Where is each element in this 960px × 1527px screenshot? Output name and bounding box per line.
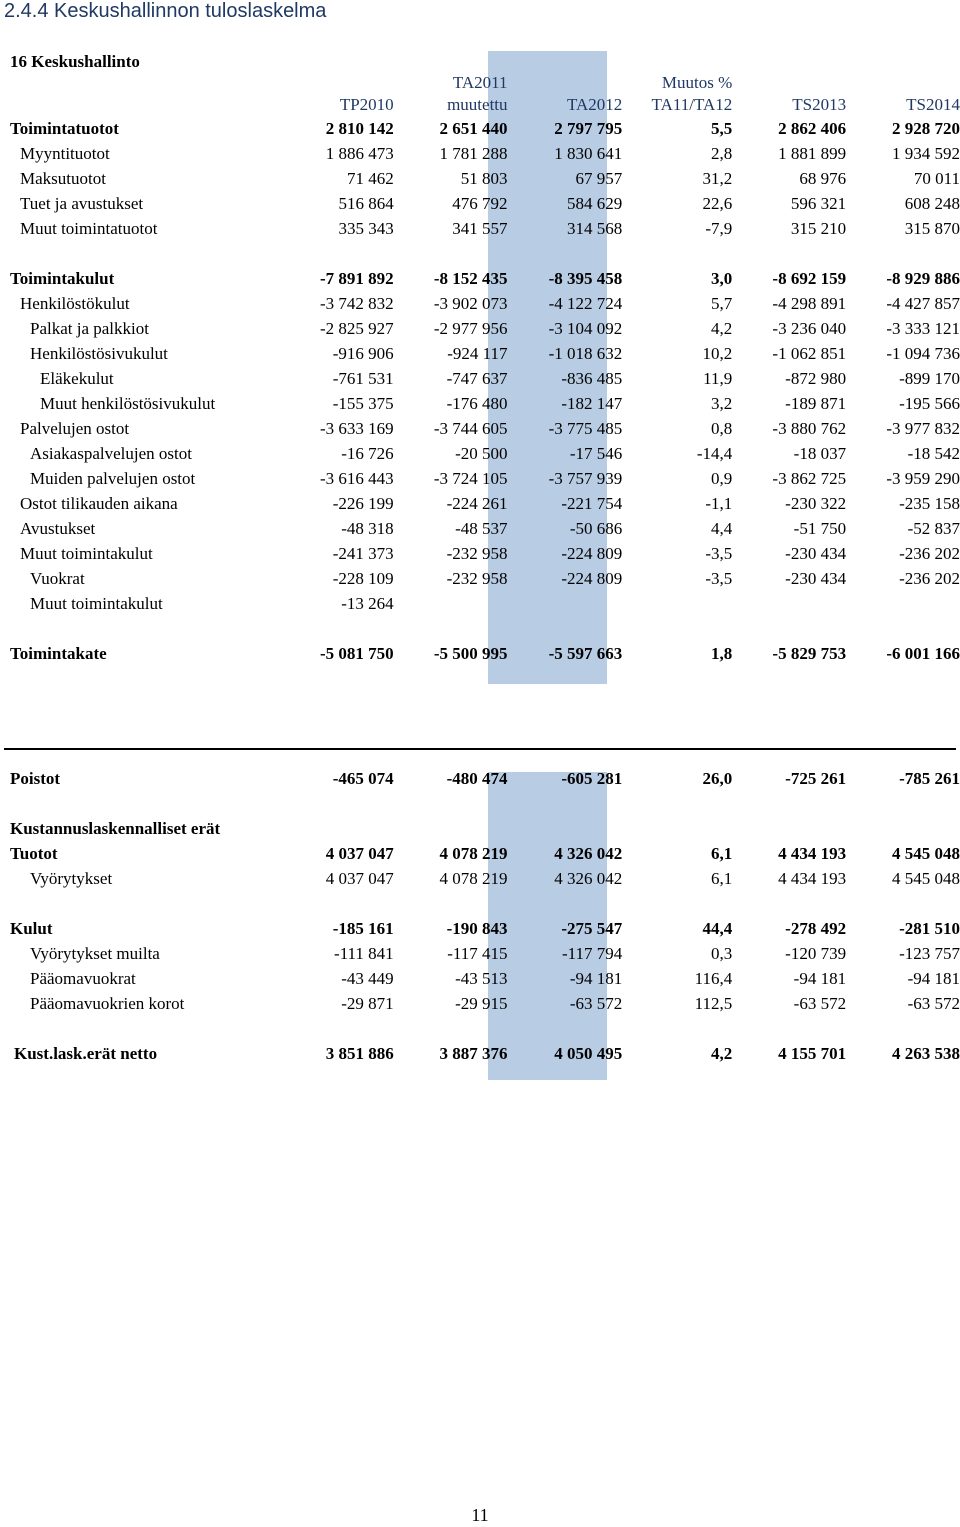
row-value: -228 109 (332, 569, 394, 588)
table-row (0, 416, 960, 441)
row-value: -836 485 (561, 369, 623, 388)
row-label: Henkilöstösivukulut (30, 344, 168, 363)
row-value: -916 906 (332, 344, 394, 363)
row-value: -3 724 105 (433, 469, 508, 488)
row-value: -5 597 663 (548, 644, 623, 663)
row-value: 2 797 795 (554, 119, 623, 138)
row-value (732, 591, 846, 616)
row-value: 4 078 219 (439, 844, 508, 863)
row-value: 1 830 641 (554, 144, 623, 163)
row-label: Vyörytykset (30, 869, 113, 888)
row-value: -236 202 (899, 544, 960, 563)
row-value: -94 181 (907, 969, 960, 988)
row-value: -924 117 (447, 344, 508, 363)
row-value: -3 959 290 (886, 469, 960, 488)
row-value: -3 633 169 (320, 419, 394, 438)
row-value: -5 829 753 (772, 644, 847, 663)
row-value: 341 557 (452, 219, 508, 238)
row-value: -899 170 (899, 369, 960, 388)
row-value: 315 210 (790, 219, 847, 238)
row-value: 4 326 042 (554, 869, 623, 888)
row-value: -236 202 (899, 569, 960, 588)
row-value: -8 395 458 (548, 269, 623, 288)
row-value: -4 427 857 (886, 294, 960, 313)
row-value: -5 081 750 (320, 644, 394, 663)
row-value: 4 326 042 (554, 844, 623, 863)
row-value: -185 161 (332, 919, 394, 938)
row-value: -94 181 (569, 969, 623, 988)
row-value: -230 322 (785, 494, 847, 513)
section-subtitle: 16 Keskushallinto (10, 52, 140, 71)
row-value: 1,8 (711, 644, 733, 663)
spacer-row (0, 241, 960, 266)
row-value: 2 862 406 (778, 119, 847, 138)
row-value: -29 915 (455, 994, 508, 1013)
row-value: 26,0 (702, 769, 733, 788)
row-value: -465 074 (332, 769, 394, 788)
row-value: 4,4 (711, 519, 733, 538)
row-value (508, 591, 623, 616)
table-row (0, 591, 960, 616)
row-value: 1 881 899 (778, 144, 847, 163)
row-value: -725 261 (785, 769, 847, 788)
row-value: -224 809 (561, 544, 623, 563)
row-value: -63 572 (907, 994, 960, 1013)
row-value: -111 841 (334, 944, 394, 963)
row-value: -3 757 939 (548, 469, 623, 488)
row-value: -232 958 (446, 544, 508, 563)
row-value: 584 629 (567, 194, 623, 213)
row-value: -190 843 (446, 919, 508, 938)
row-label: Tuet ja avustukset (20, 194, 144, 213)
row-value: 4 050 495 (554, 1044, 623, 1063)
row-value: -189 871 (785, 394, 847, 413)
table-row (0, 866, 960, 891)
table-row (0, 841, 960, 866)
row-value: -7 891 892 (320, 269, 394, 288)
col-ta2011-line2: muutettu (447, 95, 508, 114)
row-value: -16 726 (341, 444, 394, 463)
row-value: -5 500 995 (433, 644, 508, 663)
table-row (0, 266, 960, 291)
row-value: 11,9 (703, 369, 733, 388)
row-value: 516 864 (338, 194, 394, 213)
row-value (622, 591, 732, 616)
spacer-cell (0, 1016, 960, 1041)
row-value: 68 976 (799, 169, 847, 188)
row-label: Poistot (10, 769, 61, 788)
spacer-cell (0, 241, 960, 266)
row-value: 335 343 (338, 219, 394, 238)
row-value: -18 542 (907, 444, 960, 463)
row-label: Palkat ja palkkiot (30, 319, 149, 338)
row-value: -63 572 (793, 994, 847, 1013)
row-label: Tuotot (10, 844, 58, 863)
row-value: -3 333 121 (886, 319, 960, 338)
row-value: -3 880 762 (772, 419, 847, 438)
table-row (0, 366, 960, 391)
table-row (0, 641, 960, 666)
row-value: 51 803 (460, 169, 508, 188)
row-value: -123 757 (899, 944, 960, 963)
row-value: -3 236 040 (772, 319, 847, 338)
col-muutos-line1: Muutos % (661, 73, 733, 92)
row-value: -3,5 (705, 544, 733, 563)
row-value: 2,8 (711, 144, 733, 163)
row-value: -3 104 092 (548, 319, 623, 338)
row-value: -281 510 (899, 919, 960, 938)
row-value: 4 434 193 (778, 869, 847, 888)
row-value (394, 591, 508, 616)
row-label: Kust.lask.erät netto (14, 1044, 158, 1063)
row-value: 112,5 (694, 994, 733, 1013)
row-value: -785 261 (899, 769, 960, 788)
row-value: -278 492 (785, 919, 847, 938)
row-value: 2 928 720 (892, 119, 960, 138)
row-value: -51 750 (793, 519, 847, 538)
row-value: -605 281 (561, 769, 623, 788)
row-value: 22,6 (702, 194, 733, 213)
row-value: 3,0 (711, 269, 733, 288)
row-value: -48 318 (341, 519, 394, 538)
row-label: Vuokrat (30, 569, 85, 588)
row-value: -1 062 851 (772, 344, 847, 363)
row-value: 1 934 592 (892, 144, 960, 163)
row-value: -480 474 (446, 769, 508, 788)
table-row (0, 166, 960, 191)
row-label: Kulut (10, 919, 53, 938)
row-value: -230 434 (785, 544, 847, 563)
row-value: -6 001 166 (886, 644, 960, 663)
row-value: -176 480 (446, 394, 508, 413)
row-label: Maksutuotot (20, 169, 106, 188)
row-value: -43 449 (341, 969, 394, 988)
table-row (0, 141, 960, 166)
row-label: Henkilöstökulut (20, 294, 130, 313)
table-row (0, 941, 960, 966)
row-value: -7,9 (705, 219, 733, 238)
spacer-row (0, 666, 960, 691)
row-value: -182 147 (561, 394, 623, 413)
row-value: 315 870 (904, 219, 960, 238)
col-ts2013: TS2013 (792, 95, 847, 114)
row-value: -872 980 (785, 369, 847, 388)
row-label: Muiden palvelujen ostot (30, 469, 196, 488)
row-value: -1 018 632 (548, 344, 623, 363)
row-value: 1 781 288 (439, 144, 508, 163)
row-label: Toimintakulut (10, 269, 115, 288)
row-value: -3 616 443 (320, 469, 394, 488)
row-value: -117 794 (562, 944, 623, 963)
row-value: 476 792 (452, 194, 508, 213)
table-row (0, 466, 960, 491)
row-value: 6,1 (711, 844, 733, 863)
row-value: 0,9 (711, 469, 733, 488)
row-value: -3,5 (705, 569, 733, 588)
spacer-cell (0, 716, 960, 741)
col-muutos-line2: TA11/TA12 (651, 95, 733, 114)
row-value: 31,2 (702, 169, 733, 188)
row-label: Toimintakate (10, 644, 107, 663)
row-value: 4 037 047 (325, 869, 394, 888)
row-label: Eläkekulut (40, 369, 114, 388)
col-ta2011-line1: TA2011 (452, 73, 508, 92)
row-value: -8 692 159 (772, 269, 847, 288)
row-value: -13 264 (341, 594, 394, 613)
row-value: -29 871 (341, 994, 394, 1013)
table-row (0, 216, 960, 241)
row-value: -48 537 (455, 519, 508, 538)
row-value: -8 152 435 (433, 269, 508, 288)
table-row (0, 916, 960, 941)
header-row-2 (0, 94, 960, 116)
row-value: 4,2 (711, 1044, 733, 1063)
row-value: -3 862 725 (772, 469, 847, 488)
row-label: Asiakaspalvelujen ostot (30, 444, 192, 463)
table-row (0, 516, 960, 541)
row-value: -4 122 724 (548, 294, 623, 313)
row-value: -8 929 886 (886, 269, 960, 288)
row-value: -120 739 (785, 944, 847, 963)
row-value: -241 373 (332, 544, 394, 563)
row-value: 2 810 142 (325, 119, 394, 138)
row-value: -117 415 (447, 944, 508, 963)
row-value: 67 957 (575, 169, 623, 188)
row-label: Pääomavuokrien korot (30, 994, 185, 1013)
income-statement-table (0, 72, 960, 1066)
row-label: Muut toimintakulut (20, 544, 153, 563)
spacer-row (0, 1016, 960, 1041)
row-value: -20 500 (455, 444, 508, 463)
row-value: -232 958 (446, 569, 508, 588)
table-row (0, 116, 960, 141)
col-tp2010: TP2010 (339, 95, 394, 114)
row-value (846, 816, 960, 841)
spacer-cell (0, 891, 960, 916)
table-row (0, 541, 960, 566)
row-value: 70 011 (913, 169, 960, 188)
row-value: 4 155 701 (778, 1044, 847, 1063)
row-value: 4 545 048 (892, 869, 960, 888)
row-value: 4,2 (711, 319, 733, 338)
row-value (622, 816, 732, 841)
row-value: 1 886 473 (325, 144, 394, 163)
row-value: 4 545 048 (892, 844, 960, 863)
table-row (0, 316, 960, 341)
row-value: -235 158 (899, 494, 960, 513)
row-value: 2 651 440 (439, 119, 508, 138)
row-value: -43 513 (455, 969, 508, 988)
row-value: -3 744 605 (433, 419, 508, 438)
row-value: 608 248 (904, 194, 960, 213)
row-value: 3 851 886 (325, 1044, 394, 1063)
row-label: Muut toimintakulut (30, 594, 163, 613)
row-value: 4 078 219 (439, 869, 508, 888)
row-value: -761 531 (332, 369, 394, 388)
spacer-cell (0, 616, 960, 641)
row-value (846, 591, 960, 616)
row-value (508, 816, 623, 841)
row-value: 5,5 (711, 119, 733, 138)
row-label: Pääomavuokrat (30, 969, 136, 988)
row-label: Vyörytykset muilta (30, 944, 160, 963)
row-value: -3 977 832 (886, 419, 960, 438)
row-value: 5,7 (711, 294, 733, 313)
table-row (0, 966, 960, 991)
row-value: -221 754 (561, 494, 623, 513)
page-heading: 2.4.4 Keskushallinnon tuloslaskelma (4, 0, 327, 22)
row-value (283, 816, 393, 841)
row-value: 4 263 538 (892, 1044, 960, 1063)
row-value: -275 547 (561, 919, 623, 938)
table-row (0, 1041, 960, 1066)
row-value: -747 637 (446, 369, 508, 388)
header-row-1 (0, 72, 960, 94)
row-value: 314 568 (567, 219, 623, 238)
table-row (0, 391, 960, 416)
row-value: -63 572 (569, 994, 623, 1013)
page-number: 11 (471, 1505, 489, 1525)
spacer-row (0, 891, 960, 916)
spacer-row (0, 791, 960, 816)
row-label: Muut toimintatuotot (20, 219, 158, 238)
row-label: Toimintatuotot (10, 119, 119, 138)
row-value: -3 902 073 (433, 294, 508, 313)
row-value: 6,1 (711, 869, 733, 888)
table-row (0, 816, 960, 841)
row-value: -224 809 (561, 569, 623, 588)
row-value: -50 686 (569, 519, 623, 538)
row-value: -18 037 (793, 444, 847, 463)
row-value: 3,2 (711, 394, 733, 413)
row-label: Kustannuslaskennalliset erät (10, 819, 221, 838)
row-value: -195 566 (899, 394, 960, 413)
row-value: -1,1 (705, 494, 733, 513)
row-value (732, 816, 846, 841)
row-value: -3 775 485 (548, 419, 623, 438)
row-value: -230 434 (785, 569, 847, 588)
row-value: -17 546 (569, 444, 623, 463)
row-value: -3 742 832 (320, 294, 394, 313)
spacer-row (0, 691, 960, 716)
row-value: -52 837 (907, 519, 960, 538)
row-value: -94 181 (793, 969, 847, 988)
row-value: 44,4 (702, 919, 733, 938)
row-value: 0,3 (711, 944, 733, 963)
spacer-cell (0, 666, 960, 691)
spacer-row (0, 741, 960, 766)
table-row (0, 566, 960, 591)
col-ta2012: TA2012 (566, 95, 623, 114)
row-value: 4 037 047 (325, 844, 394, 863)
row-label: Avustukset (20, 519, 96, 538)
table-row (0, 441, 960, 466)
row-value: -4 298 891 (772, 294, 847, 313)
table-row (0, 341, 960, 366)
row-value: 71 462 (346, 169, 394, 188)
row-value: -155 375 (332, 394, 394, 413)
spacer-cell (0, 741, 960, 766)
table-row (0, 766, 960, 791)
row-value: -1 094 736 (886, 344, 960, 363)
row-value: -2 977 956 (433, 319, 508, 338)
col-ts2014: TS2014 (906, 95, 960, 114)
row-value: 3 887 376 (439, 1044, 508, 1063)
row-label: Ostot tilikauden aikana (20, 494, 178, 513)
spacer-cell (0, 791, 960, 816)
row-label: Muut henkilöstösivukulut (40, 394, 216, 413)
row-value (394, 816, 508, 841)
row-value: -2 825 927 (320, 319, 394, 338)
row-label: Palvelujen ostot (20, 419, 130, 438)
spacer-cell (0, 691, 960, 716)
row-value: -14,4 (696, 444, 733, 463)
row-value: 0,8 (711, 419, 733, 438)
table-row (0, 491, 960, 516)
row-value: 596 321 (790, 194, 847, 213)
row-value: 10,2 (702, 344, 733, 363)
row-value: 4 434 193 (778, 844, 847, 863)
table-row (0, 191, 960, 216)
row-label: Myyntituotot (20, 144, 110, 163)
spacer-row (0, 716, 960, 741)
table-row (0, 991, 960, 1016)
spacer-row (0, 616, 960, 641)
row-value: -226 199 (332, 494, 394, 513)
row-value: 116,4 (694, 969, 733, 988)
table-row (0, 291, 960, 316)
row-value: -224 261 (446, 494, 508, 513)
